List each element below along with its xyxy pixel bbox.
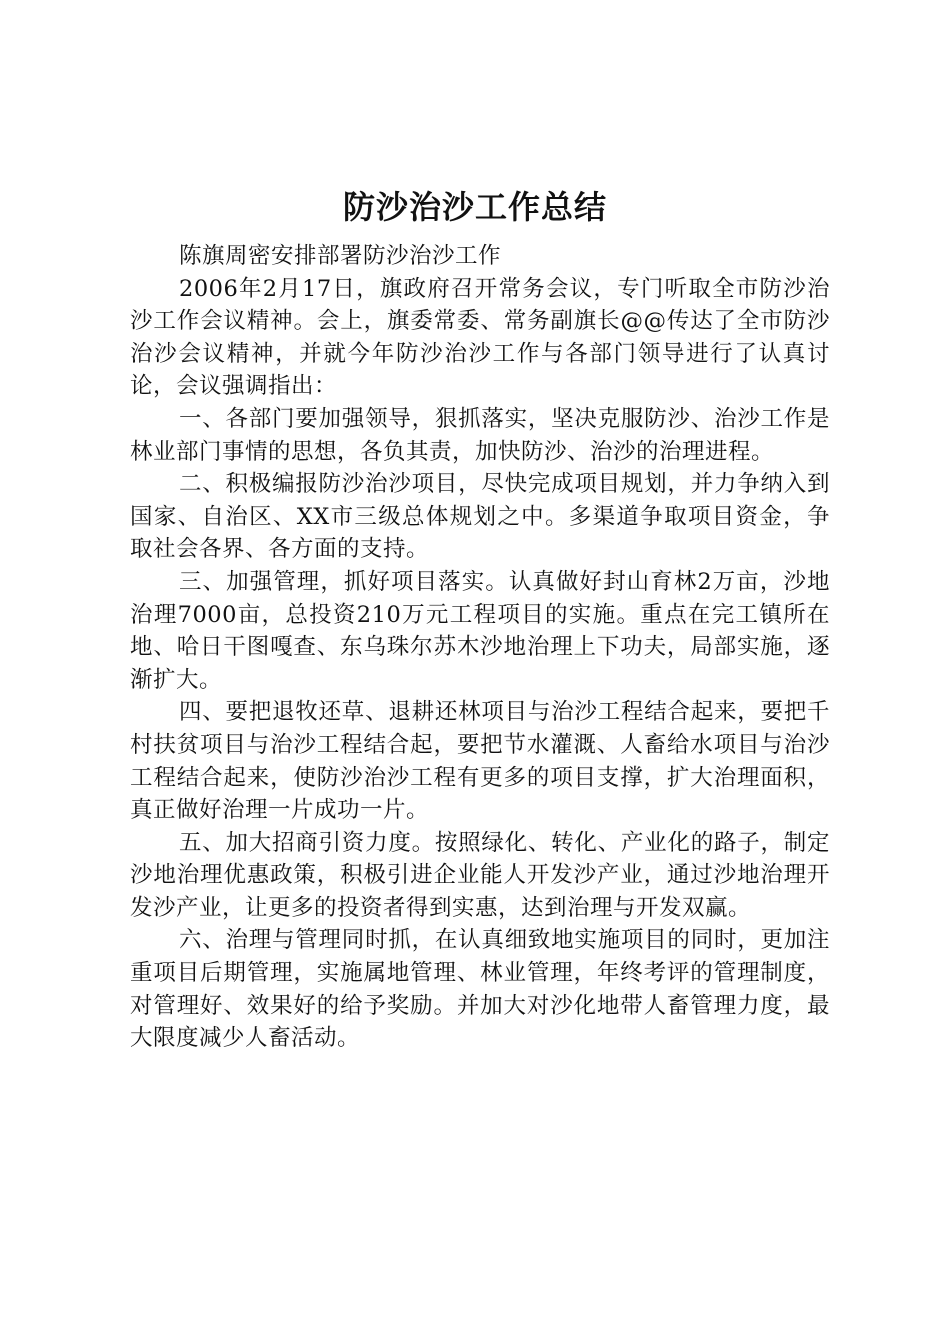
paragraph-item-3: 三、加强管理，抓好项目落实。认真做好封山育林2万亩，沙地治理7000亩，总投资210万元工程项目的实施。重点在完工镇所在地、哈日干图嘎查、东乌珠尔苏木沙地治理上下功夫，局部实施，逐渐扩大。 (130, 568, 830, 693)
paragraph-intro: 2006年2月17日，旗政府召开常务会议，专门听取全市防沙治沙工作会议精神。会上，旗委常委、常务副旗长@@传达了全市防沙治沙会议精神，并就今年防沙治沙工作与各部门领导进行了认真讨论，会议强调指出： (130, 275, 830, 400)
subtitle-line: 陈旗周密安排部署防沙治沙工作 (179, 243, 502, 269)
paragraph-item-6: 六、治理与管理同时抓，在认真细致地实施项目的同时，更加注重项目后期管理，实施属地管理、林业管理，年终考评的管理制度，对管理好、效果好的给予奖励。并加大对沙化地带人畜管理力度，最大限度减少人畜活动。 (130, 927, 830, 1052)
paragraph-item-2: 二、积极编报防沙治沙项目，尽快完成项目规划，并力争纳入到国家、自治区、XX市三级总体规划之中。多渠道争取项目资金，争取社会各界、各方面的支持。 (130, 471, 830, 563)
paragraph-item-4: 四、要把退牧还草、退耕还林项目与治沙工程结合起来，要把千村扶贫项目与治沙工程结合起，要把节水灌溉、人畜给水项目与治沙工程结合起来，使防沙治沙工程有更多的项目支撑，扩大治理面积，真正做好治理一片成功一片。 (130, 699, 830, 824)
document-body (130, 240, 830, 1055)
paragraph-item-1: 一、各部门要加强领导，狠抓落实，坚决克服防沙、治沙工作是林业部门事情的思想，各负其责，加快防沙、治沙的治理进程。 (130, 405, 830, 465)
paragraph-item-5: 五、加大招商引资力度。按照绿化、转化、产业化的路子，制定沙地治理优惠政策，积极引进企业能人开发沙产业，通过沙地治理开发沙产业，让更多的投资者得到实惠，达到治理与开发双赢。 (130, 829, 830, 921)
page-title: 防沙治沙工作总结 (342, 188, 607, 226)
